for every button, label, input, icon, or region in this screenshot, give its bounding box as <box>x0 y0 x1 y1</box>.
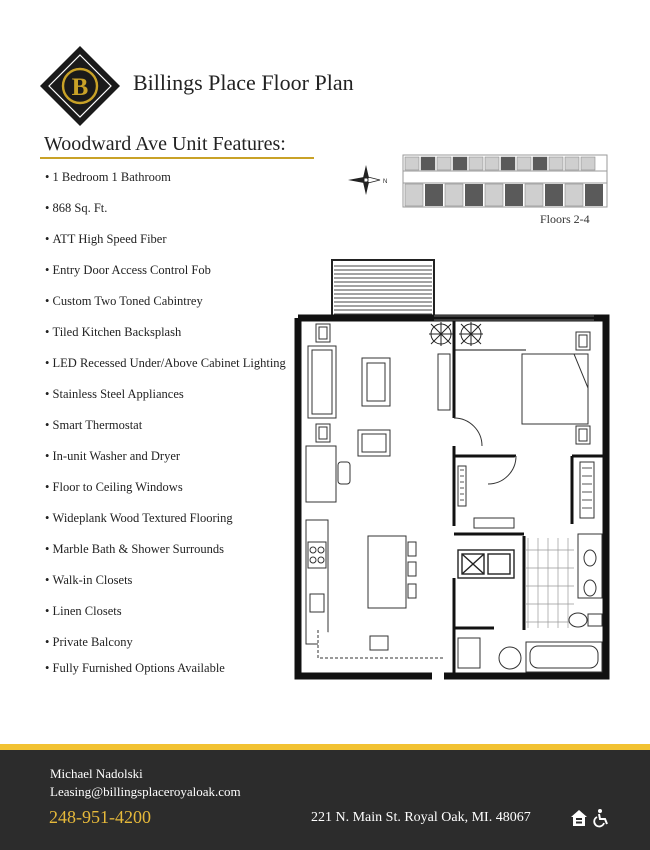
feature-item: • Stainless Steel Appliances <box>45 385 286 416</box>
feature-item: • Smart Thermostat <box>45 416 286 447</box>
feature-item: • Walk-in Closets <box>45 571 286 602</box>
feature-list <box>45 168 286 690</box>
contact-phone[interactable]: 248-951-4200 <box>49 807 151 827</box>
feature-item: • Marble Bath & Shower Surrounds <box>45 540 286 571</box>
floors-label: Floors 2-4 <box>540 212 590 226</box>
feature-item: • In-unit Washer and Dryer <box>45 447 286 478</box>
contact-email[interactable]: Leasing@billingsplaceroyaloak.com <box>50 784 241 799</box>
feature-item: • Custom Two Toned Cabintrey <box>45 292 286 323</box>
bedroom-furniture <box>454 332 590 484</box>
feature-item: • Fully Furnished Options Available <box>45 659 286 690</box>
balcony <box>332 260 434 318</box>
plant-icons <box>429 322 483 346</box>
billings-place-logo <box>38 44 122 128</box>
washer-dryer <box>458 550 514 578</box>
kitchen <box>306 520 444 658</box>
feature-item: • 868 Sq. Ft. <box>45 199 286 230</box>
feature-item: • Entry Door Access Control Fob <box>45 261 286 292</box>
feature-item: • 1 Bedroom 1 Bathroom <box>45 168 286 199</box>
wheelchair-icon <box>592 808 610 828</box>
feature-item: • Linen Closets <box>45 602 286 633</box>
logo-letter: B <box>71 74 89 101</box>
features-heading: Woodward Ave Unit Features: <box>44 133 286 155</box>
building-key-plan <box>401 153 609 211</box>
heading-underline <box>40 157 314 159</box>
property-address: 221 N. Main St. Royal Oak, MI. 48067 <box>311 810 531 825</box>
feature-item: • LED Recessed Under/Above Cabinet Lighting <box>45 354 286 385</box>
footer <box>0 750 650 850</box>
unit-floor-plan <box>294 258 610 680</box>
page-title: Billings Place Floor Plan <box>133 70 354 95</box>
living-room-furniture <box>306 324 450 502</box>
feature-item: • Floor to Ceiling Windows <box>45 478 286 509</box>
compass-icon <box>344 163 388 197</box>
feature-item: • ATT High Speed Fiber <box>45 230 286 261</box>
feature-item: • Private Balcony <box>45 633 286 659</box>
equal-housing-icon <box>570 809 588 827</box>
compass-north-label: N <box>383 179 388 185</box>
feature-item: • Wideplank Wood Textured Flooring <box>45 509 286 540</box>
feature-item: • Tiled Kitchen Backsplash <box>45 323 286 354</box>
contact-name: Michael Nadolski <box>50 766 143 781</box>
